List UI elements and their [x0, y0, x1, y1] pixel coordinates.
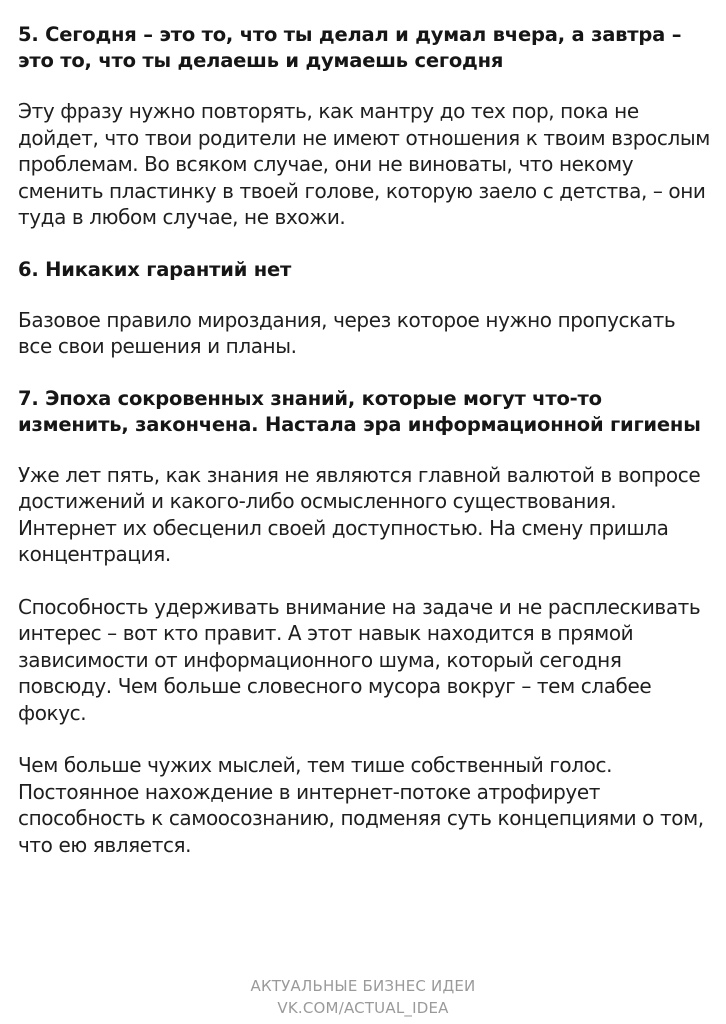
- article-body: [18, 22, 710, 884]
- section-heading: 5. Сегодня – это то, что ты делал и думал вчера, а завтра – это то, что ты делаешь и думаешь сегодня: [18, 23, 682, 72]
- section-paragraph: Чем больше чужих мыслей, тем тише собственный голос. Постоянное нахождение в интернет-потоке атрофирует способность к самоосознанию, подменяя суть концепциями о том, что ею является.: [18, 753, 704, 857]
- section-paragraph: Эту фразу нужно повторять, как мантру до тех пор, пока не дойдет, что твои родители не имеют отношения к твоим взрослым проблемам. Во всяком случае, они не виноваты, что некому сменить пластинку в твоей голове, которую заело с детства, – они туда в любом случае, не вхожи.: [18, 99, 710, 229]
- section-heading: 7. Эпоха сокровенных знаний, которые могут что-то изменить, закончена. Настала эра информационной гигиены: [18, 386, 701, 436]
- footer-watermark: [0, 975, 726, 1019]
- section-heading: 6. Никаких гарантий нет: [18, 257, 292, 281]
- footer-brand: АКТУАЛЬНЫЕ БИЗНЕС ИДЕИ: [250, 977, 476, 995]
- section-paragraph: Уже лет пять, как знания не являются главной валютой в вопросе достижений и какого-либо осмысленного существования. Интернет их обесценил своей доступностью. На смену пришла концентрация.: [18, 462, 701, 566]
- footer-link: VK.COM/ACTUAL_IDEA: [277, 999, 449, 1017]
- section-paragraph: Базовое правило мироздания, через которое нужно пропускать все свои решения и планы.: [18, 307, 676, 358]
- section-paragraph: Способность удерживать внимание на задаче и не расплескивать интерес – вот кто правит. А этот навык находится в прямой зависимости от информационного шума, который сегодня повсюду. Чем больше словесного мусора вокруг – тем слабее фокус.: [18, 594, 701, 725]
- section-5: [18, 22, 710, 231]
- section-6: [18, 257, 710, 360]
- section-7: [18, 386, 710, 859]
